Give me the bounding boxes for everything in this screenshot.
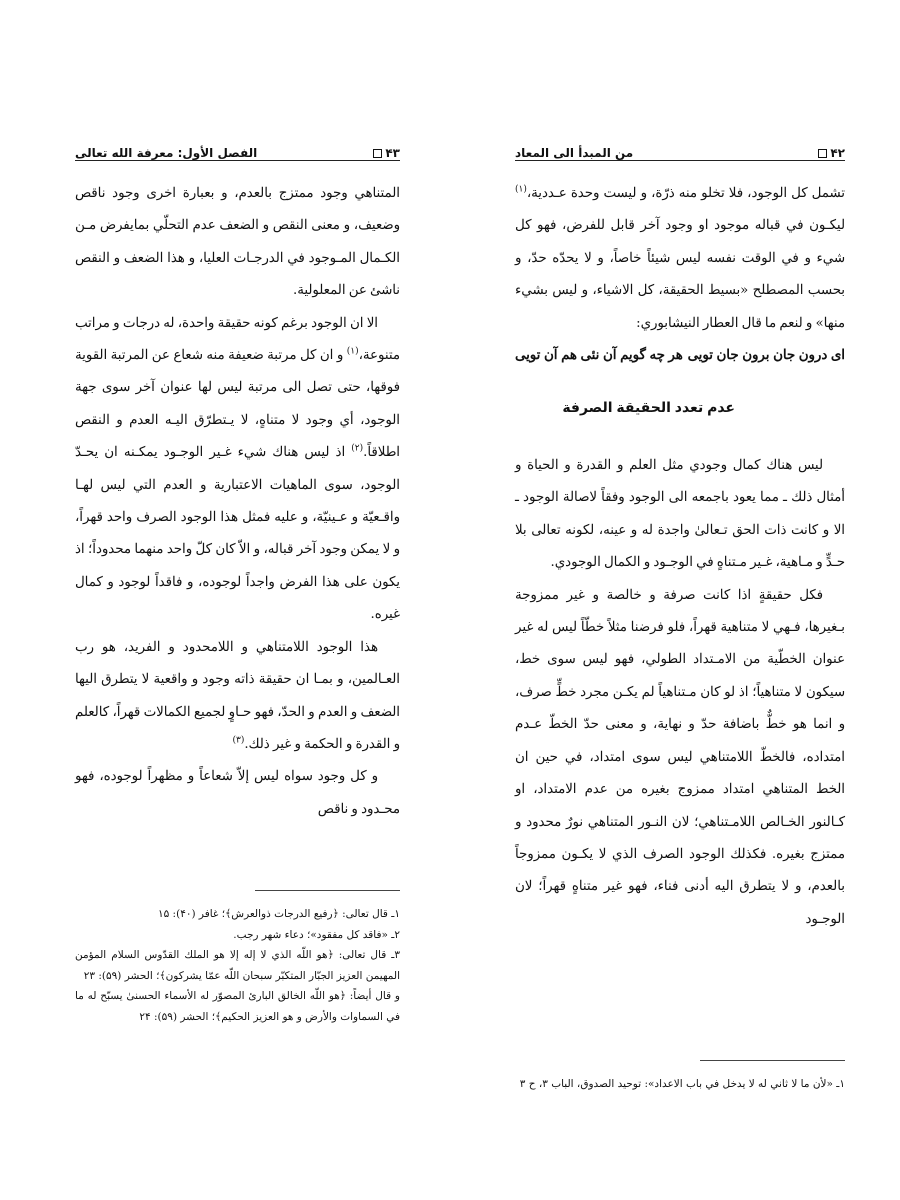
page-number-text: ۴۲ (830, 146, 845, 160)
poem-hemistich-1: اى درون جان برون جان تويى (687, 348, 845, 364)
page-43 (65, 0, 400, 1200)
footnote-marker[interactable]: (١) (346, 346, 359, 357)
section-heading: عدم تعدد الحقيقة الصرفة (562, 400, 735, 417)
footnote: ١ـ قال تعالى: ﴿رفيع الدرجات ذوالعرش﴾؛ غافر (۴٠): ١۵ (157, 908, 400, 920)
paragraph: ليس هناك كمال وجودي مثل العلم و القدرة و الحياة و أمثال ذلك ـ مما يعود باجمعه الى الوجود وفقاً لاصالة الوجود ـ الا و كانت ذات الحق تـعالىٰ واجدة له و عينه، لكونه تعالى بلا حـدٍّ و مـاهية، غـير مـتناهٍ في الوجـود و الكمال الوجودي. (515, 458, 845, 571)
running-title: الفصل الأول: معرفة الله تعالى (75, 146, 258, 160)
running-title: من المبدأ الى المعاد (515, 146, 634, 160)
page-number (818, 146, 845, 160)
footnotes (75, 904, 400, 1027)
footnote: ٢ـ «فاقد كل مفقود»؛ دعاء شهر رجب. (233, 928, 400, 941)
footnote: ١ـ «لأن ما لا ثاني له لا يدخل في باب الاعداد»: توحيد الصدوق، الباب ٣، ح ٣ (519, 1078, 845, 1090)
footnote-marker[interactable]: (٣) (232, 735, 245, 746)
running-header (515, 138, 845, 161)
paragraph: فكل حقيقةٍ اذا كانت صرفة و خالصة و غير ممزوجة بـغيرها، فـهي لا متناهية قهراً، فلو فرضنا مثلاً خطّاً ليس له غير عنوان الخطّية من الامـتداد الطولي، فهو ليس سوى خط، سيكون لا متناهياً؛ اذ لو كان مـتناهياً لم يكـن مجرد خطٍّ صرف، و انما هو خطٌّ باضافة حدّ و نهاية، و معنى حدّ الخطّ عـدم امتداده، فالخطّ اللامتناهي ليس سوى امتداد، في حين ان الخط المتناهي امتداد ممزوج بغيره من عدم الامتداد، او كـالنور الخـالص اللامـتناهي؛ لان النـور المتناهي نورٌ محدود و ممتزج بغيره. فكذلك الوجود الصرف الذي لا يكـون ممزوجاً بالعدم، و لا يتطرق اليه أدنى فناء، فهو غير متناهٍ قهراً؛ لان الوجـود (515, 587, 845, 927)
paragraph: الا ان الوجود برغم كونه حقيقة واحدة، له درجات و مراتب متنوعة،$^{(١)}$ و ان كل مرتبة ضعيفة منه شعاع عن المرتبة القوية فوقها، حتى تصل الى مرتبة ليس لها عنوان آخر سوى جهة الوجود، أي وجود لا متناهٍ، لا يـتطرّق اليـه العدم و النقص اطلاقاً.$^{(٢)}$ اذ ليس هناك شيء غـير الوجـود يمكـنه ان يحـدّ الوجود، سوى الماهيات الاعتبارية و العدم التي ليس لهـا واقـعيّة و عـينيّة، و عليه فمثل هذا الوجود الصرف واحد قهراً، و لا يمكن وجود آخر قباله، و الاّ كان كلّ واحد منهما محدوداً؛ اذ يكون على هذا الفرض واجداً لوجوده، و فاقداً لوجود و كمال غيره. (75, 315, 400, 623)
square-box-icon (818, 149, 827, 158)
footnote-marker[interactable]: (١) (515, 184, 527, 195)
page-number (373, 146, 400, 160)
footnote-marker[interactable]: (٢) (351, 443, 364, 454)
paragraph: و كل وجود سواه ليس إلاّ شعاعاً و مظهراً لوجوده، فهو محـدود و ناقص (75, 769, 400, 817)
poem-verse (515, 340, 845, 372)
footnote-divider (700, 1060, 845, 1061)
paragraph: تشمل كل الوجود، فلا تخلو منه ذرّة، و ليست وحدة عـددية،$^{(١)}$ ليكـون في قباله موجود او وجود آخر قابل للفرض، فهو كل شيء و في الوقت نفسه ليس شيئاً خاصاً، و لا يحدّه حدّ، و بحسب المصطلح «بسيط الحقيقة، كل الاشياء، و ليس بشيء منها» و لنعم ما قال العطار النيشابوري: (515, 184, 846, 331)
page-42 (515, 0, 900, 1200)
main-text (75, 178, 400, 826)
square-box-icon (373, 149, 382, 158)
footnotes (515, 1074, 845, 1095)
paragraph: هذا الوجود اللامتناهي و اللامحدود و الفريد، هو رب العـالمين، و بمـا ان حقيقة ذاته وجود و واقعية لا يتطرق اليها الضعف و العدم و الحدّ، فهو حـاوٍ لجميع الكمالات قهراً، كالعلم و القدرة و الحكمة و غير ذلك.$^{(٣)}$ (75, 639, 400, 752)
paragraph: المتناهي وجود ممتزج بالعدم، و بعبارة اخرى وجود ناقص وضعيف، و معنى النقص و الضعف عدم التحلّي بمايفرض مـن الكـمال المـوجود في الدرجـات العليا، و هذا الضعف و النقص ناشئ عن المعلولية. (75, 186, 400, 299)
running-header (75, 138, 400, 161)
main-text (515, 178, 845, 936)
footnote-divider (255, 890, 400, 891)
footnote: ٣ـ قال تعالى: ﴿هو اللّه الذي لا إله إلا هو الملك القدّوس السلام المؤمن المهيمن العزيز الجبّار المتكبّر سبحان اللّه عمّا يشركون﴾؛ الحشر (۵٩): ٢٣ (75, 949, 400, 982)
poem-hemistich-2: هر چه گويم آن نئى هم آن تويى (515, 348, 683, 364)
footnote: و قال أيضاً: ﴿هو اللّه الخالق البارئ المصوّر له الأسماء الحسنىٰ يسبّح له ما في السماوات والأرض و هو العزيز الحكيم﴾؛ الحشر (۵٩): ٢۴ (75, 990, 400, 1023)
page-number-text: ۴۳ (385, 146, 400, 160)
